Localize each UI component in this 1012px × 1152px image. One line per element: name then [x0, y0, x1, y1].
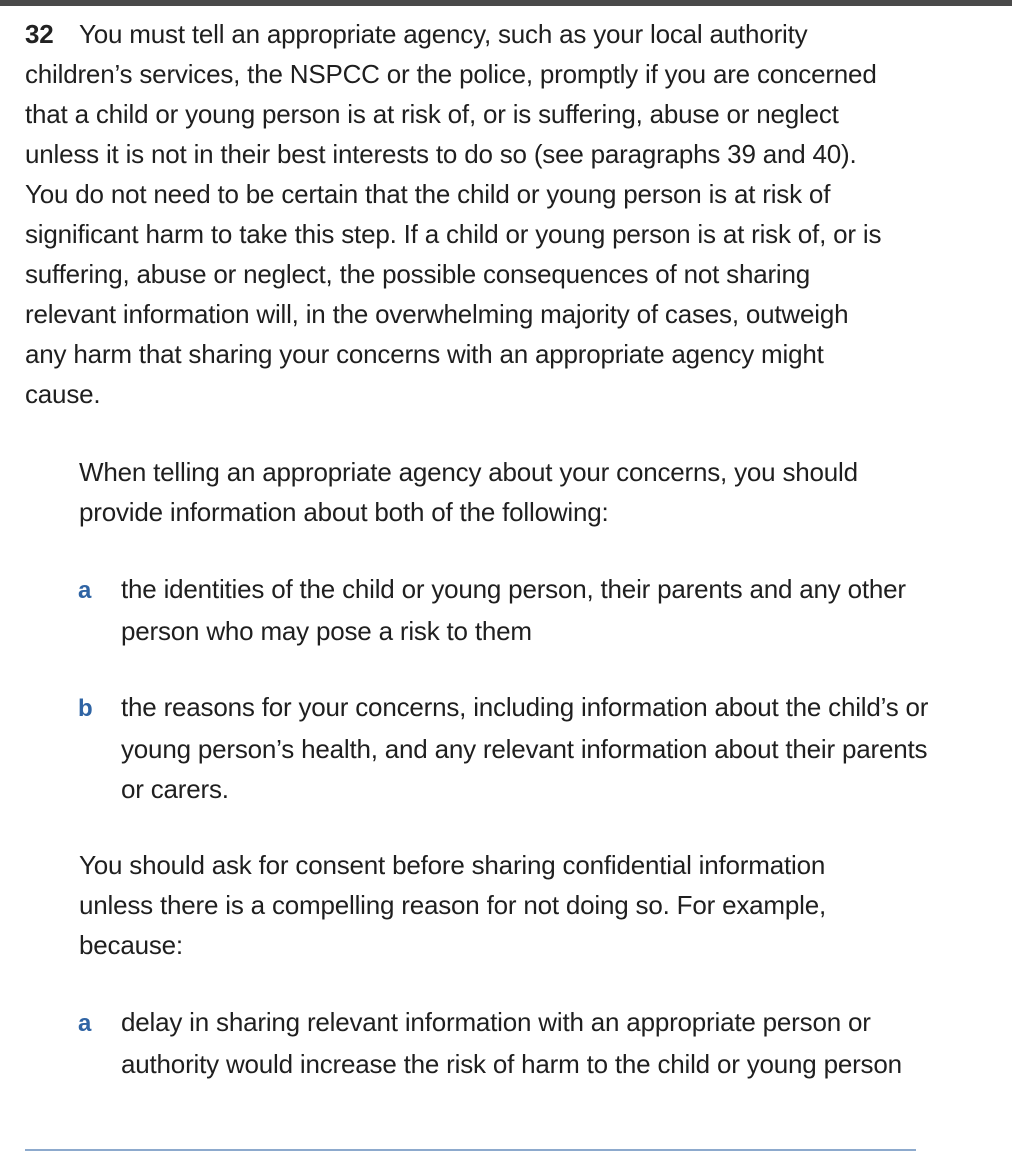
list-item-letter: a [78, 577, 92, 604]
list-item-text: the reasons for your concerns, including information about the child’s or young person’s health, and any relevant information about their parents or carers. [121, 692, 929, 804]
list-item-34a [78, 1002, 951, 1084]
paragraph-number [25, 452, 79, 492]
paragraph-32 [25, 14, 895, 414]
list-item-33a [78, 569, 921, 651]
list-item-33b [78, 687, 931, 809]
list-item-text: delay in sharing relevant information with an appropriate person or authority would increase the risk of harm to the child or young person [121, 1007, 902, 1079]
paragraph-34 [25, 845, 899, 965]
top-border [0, 0, 1012, 6]
paragraph-number [25, 845, 79, 885]
list-item-letter: a [78, 1010, 92, 1037]
paragraph-text: You must tell an appropriate agency, such as your local authority children’s services, the NSPCC or the police, promptly if you are concerned that a child or young person is at risk of, or is suffering, abuse or neglect unless it is not in their best interests to do so (see paragraphs 39 and 40). You do not need to be certain that the child or young person is at risk of significant harm to take this step. If a child or young person is at risk of, or is suffering, abuse or neglect, the possible consequences of not sharing relevant information will, in the overwhelming majority of cases, outweigh any harm that sharing your concerns with an appropriate agency might cause. [25, 19, 882, 409]
paragraph-number: 32 [25, 19, 54, 49]
section-divider [25, 1149, 916, 1151]
list-item-letter: b [78, 695, 93, 722]
paragraph-33 [25, 452, 939, 532]
paragraph-text: When telling an appropriate agency about your concerns, you should provide information about both of the following: [79, 457, 858, 527]
list-item-text: the identities of the child or young person, their parents and any other person who may pose a risk to them [121, 574, 906, 646]
paragraph-text: You should ask for consent before sharing confidential information unless there is a compelling reason for not doing so. For example, because: [79, 850, 826, 960]
